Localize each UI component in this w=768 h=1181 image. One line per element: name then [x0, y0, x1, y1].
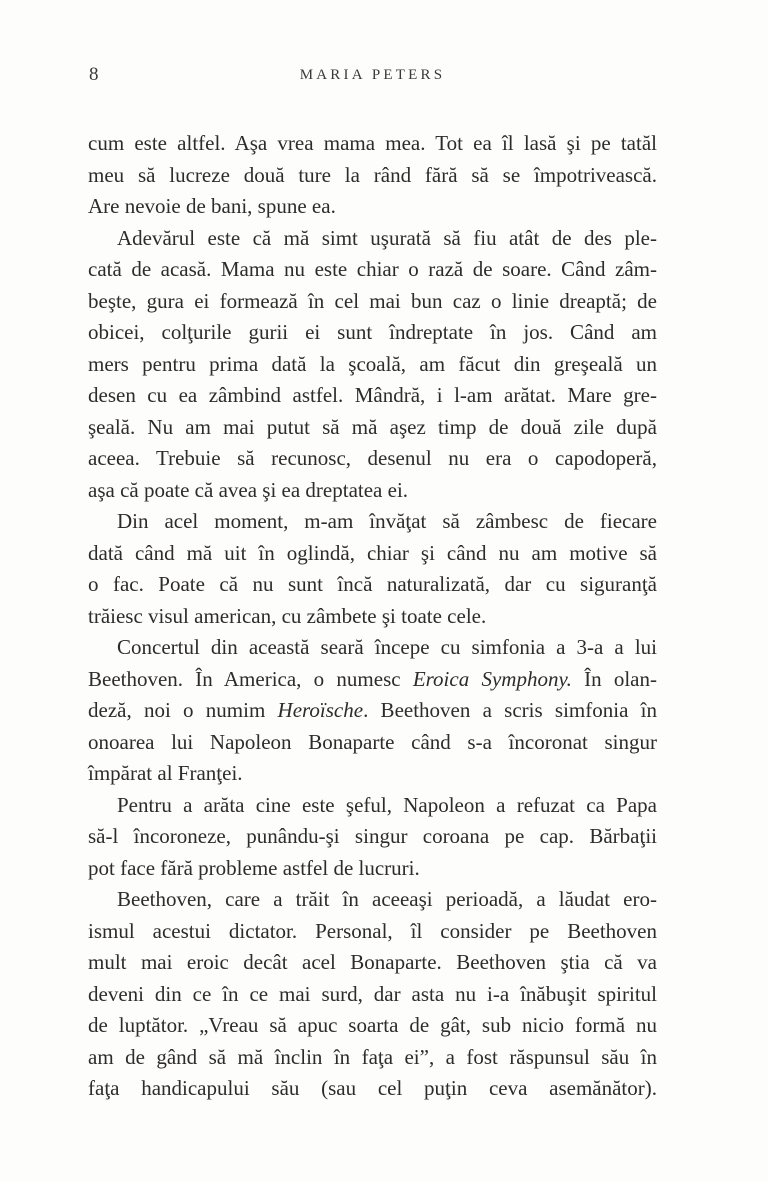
text-segment: Concertul din această seară începe cu simfonia a 3-a a lui [117, 635, 657, 659]
text-segment: mers pentru prima dată la şcoală, am făcut din greşeală un [88, 351, 657, 376]
text-segment: Beethoven. În America, o numesc [88, 666, 413, 691]
text-line [88, 695, 657, 727]
text-segment: aceea. Trebuie să recunosc, desenul nu era o capodoperă, [88, 446, 657, 470]
text-segment: Pentru a arăta cine este şeful, Napoleon a refuzat ca Papa [117, 792, 657, 817]
text-segment: beşte, gura ei formează în cel mai bun caz o linie dreaptă; de [88, 288, 657, 313]
text-line [88, 286, 657, 318]
text-segment: dată când mă uit în oglindă, chiar şi când nu am motive să [88, 540, 657, 565]
text-segment: Adevărul este că mă simt uşurată să fiu atât de des ple- [117, 225, 657, 250]
text-segment: să-l încoroneze, punându-şi singur coroana pe cap. Bărbaţii [88, 824, 657, 848]
text-segment: şeală. Nu am mai putut să mă aşez timp de două zile după [88, 414, 657, 439]
text-line [88, 1042, 657, 1074]
text-line [88, 569, 657, 601]
text-line [88, 727, 657, 759]
text-line [88, 884, 657, 916]
text-segment: onoarea lui Napoleon Bonaparte când s-a încoronat singur [88, 729, 657, 754]
text-line [88, 601, 657, 633]
text-segment: pot face fără probleme astfel de lucruri. [88, 855, 420, 880]
text-line [88, 191, 657, 223]
text-line [88, 664, 657, 696]
text-segment: aşa că poate că avea şi ea dreptatea ei. [88, 477, 409, 502]
text-segment: o fac. Poate că nu sunt încă naturalizată, dar cu siguranţă [88, 572, 657, 596]
text-line [88, 538, 657, 570]
text-line [88, 916, 657, 948]
text-line [88, 475, 657, 507]
text-segment: trăiesc visul american, cu zâmbete şi toate cele. [88, 603, 487, 628]
page-number: 8 [89, 64, 99, 85]
text-segment: faţa handicapului său (sau cel puţin ceva asemănător). [88, 1076, 657, 1100]
text-line [88, 632, 657, 664]
text-segment: împărat al Franţei. [88, 761, 243, 785]
text-segment: Din acel moment, m-am învăţat să zâmbesc de fiecare [117, 509, 657, 533]
text-line [88, 1010, 657, 1042]
text-line [88, 349, 657, 381]
text-line [88, 160, 657, 192]
text-segment: mult mai eroic decât acel Bonaparte. Beethoven ştia că va [88, 950, 657, 974]
text-segment: de luptător. „Vreau să apuc soarta de gât, sub nicio formă nu [88, 1013, 657, 1037]
text-segment: cum este altfel. Aşa vrea mama mea. Tot ea îl lasă şi pe tatăl [88, 131, 657, 155]
text-segment: obicei, colţurile gurii ei sunt îndreptate în jos. Când am [88, 320, 657, 344]
text-line [88, 254, 657, 286]
page-header [88, 63, 657, 87]
text-line [88, 443, 657, 475]
text-segment: ismul acestui dictator. Personal, îl consider pe Beethoven [88, 918, 657, 943]
text-line [88, 947, 657, 979]
text-line [88, 380, 657, 412]
text-line [88, 1073, 657, 1105]
text-segment: În olan- [571, 666, 657, 691]
italic-text-segment: Heroïsche [277, 698, 364, 722]
text-segment: meu să lucreze două ture la rând fără să se împotrivească. [88, 162, 657, 187]
text-line [88, 317, 657, 349]
text-segment: am de gând să mă înclin în faţa ei”, a fost răspunsul său în [88, 1044, 657, 1069]
text-line [88, 128, 657, 160]
text-segment: cată de acasă. Mama nu este chiar o rază de soare. Când zâm- [88, 257, 657, 281]
text-line [88, 821, 657, 853]
text-segment: Are nevoie de bani, spune ea. [88, 194, 336, 218]
text-line [88, 853, 657, 885]
text-line [88, 979, 657, 1011]
text-segment: desen cu ea zâmbind astfel. Mândră, i l-am arătat. Mare gre- [88, 383, 657, 407]
text-line [88, 506, 657, 538]
text-segment: . Beethoven a scris simfonia în [363, 698, 657, 722]
text-line [88, 223, 657, 255]
text-line [88, 412, 657, 444]
text-segment: deză, noi o numim [88, 698, 278, 722]
italic-text-segment: Eroica Symphony. [412, 666, 572, 691]
text-segment: deveni din ce în ce mai surd, dar asta nu i-a înăbuşit spiritul [88, 981, 657, 1006]
text-line [88, 758, 657, 790]
running-title: MARIA PETERS [299, 67, 446, 83]
body-text [88, 128, 657, 1105]
text-line [88, 790, 657, 822]
text-segment: Beethoven, care a trăit în aceeaşi perioadă, a lăudat ero- [117, 887, 657, 911]
